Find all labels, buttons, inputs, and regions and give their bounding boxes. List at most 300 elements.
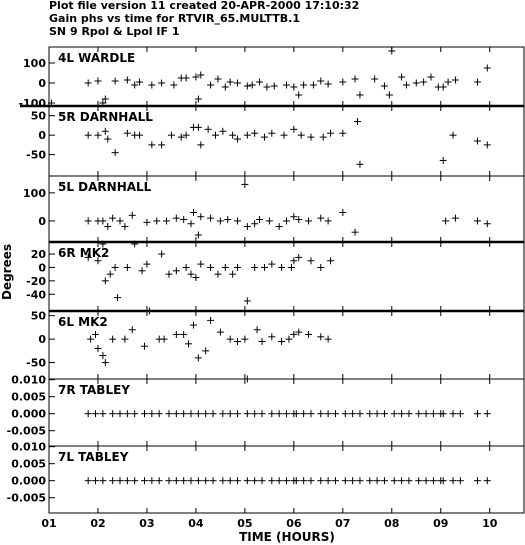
data-point [124,477,131,484]
data-point [295,254,302,261]
data-point [386,92,393,99]
data-point [173,267,180,274]
panel-6l-mk2-y-tick-label: 50 [30,309,46,323]
data-point [99,477,106,484]
data-point [244,223,251,230]
data-point [207,264,214,271]
data-point [354,118,361,125]
data-point [109,336,116,343]
data-point [327,130,334,137]
data-point [234,217,241,224]
data-point [276,477,283,484]
data-point [442,217,449,224]
data-point [263,84,270,91]
data-point [158,80,165,87]
data-point [254,326,261,333]
data-point [440,157,447,164]
data-point [143,261,150,268]
x-tick-label: 08 [384,517,400,530]
data-point [141,410,148,417]
data-point [457,477,464,484]
data-point [381,477,388,484]
data-point [300,410,307,417]
data-point [342,410,349,417]
data-point [366,477,373,484]
panel-4l-wardle-y-tick-label: 100 [23,57,46,70]
data-point [285,336,292,343]
data-point [356,477,363,484]
data-point [104,223,111,230]
data-point [356,161,363,168]
data-point [102,359,109,366]
data-point [474,138,481,145]
data-point [205,126,212,133]
data-point [219,477,226,484]
data-point [405,410,412,417]
data-point [173,477,180,484]
data-point [256,79,263,86]
data-point [317,264,324,271]
data-point [339,130,346,137]
data-point [298,132,305,139]
data-point [300,82,307,89]
data-point [85,410,92,417]
data-point [381,83,388,90]
x-tick-label: 10 [482,517,498,530]
data-point [124,77,131,84]
x-tick-label: 02 [90,517,106,530]
data-point [244,132,251,139]
panel-6r-mk2-y-tick-label: 0 [38,261,46,275]
data-point [219,410,226,417]
data-point [244,297,251,304]
data-point [283,82,290,89]
data-point [222,264,229,271]
data-point [180,410,187,417]
data-point [141,343,148,350]
data-point [244,83,251,90]
data-point [427,74,434,81]
panel-6r-mk2-frame [49,242,524,311]
data-point [207,317,214,324]
data-point [234,410,241,417]
data-point [251,130,258,137]
panel-4l-wardle-y-tick-label: 0 [38,77,46,90]
data-point [271,83,278,90]
x-tick-label: 05 [237,517,253,530]
data-point [129,212,136,219]
data-point [449,132,456,139]
data-point [94,132,101,139]
data-point [307,477,314,484]
data-point [131,410,138,417]
panel-5r-darnhall-y-tick-label: -50 [26,148,46,162]
data-point [148,141,155,148]
data-point [117,477,124,484]
data-point [227,410,234,417]
panel-4l-wardle-y-tick-label: -100 [18,97,46,110]
data-point [474,217,481,224]
data-point [170,82,177,89]
header-line-1: Plot file version 11 created 20-APR-2000 17:10:32 [49,0,360,12]
data-point [356,92,363,99]
data-point [121,223,128,230]
data-point [109,477,116,484]
y-axis-label: Degrees [0,243,14,301]
data-point [207,82,214,89]
data-point [185,340,192,347]
header-line-2: Gain phs vs time for RTVIR_65.MULTTB.1 [49,12,300,25]
panel-5l-darnhall-y-tick-label: 100 [23,186,46,200]
data-point [92,477,99,484]
data-point [403,82,410,89]
panel-7l-tabley-y-tick-label: -0.005 [6,491,46,505]
data-point [102,277,109,284]
data-point [259,338,266,345]
data-point [366,410,373,417]
data-point [332,410,339,417]
data-point [305,217,312,224]
data-point [234,477,241,484]
data-point [391,477,398,484]
data-point [484,65,491,72]
data-point [283,410,290,417]
data-point [276,223,283,230]
data-point [217,217,224,224]
data-point [457,410,464,417]
data-point [129,326,136,333]
data-point [474,477,481,484]
data-point [207,215,214,222]
data-point [413,80,420,87]
data-point [148,477,155,484]
data-point [445,79,452,86]
data-point [374,477,381,484]
data-point [117,217,124,224]
data-point [165,477,172,484]
panel-4l-wardle-label: 4L WARDLE [58,51,136,65]
data-point [325,81,332,88]
data-point [183,264,190,271]
data-point [139,267,146,274]
data-point [183,132,190,139]
data-point [332,477,339,484]
data-point [158,141,165,148]
data-point [325,217,332,224]
panel-7l-tabley-label: 7L TABLEY [58,450,129,464]
panel-6l-mk2-y-tick-label: -50 [26,356,46,370]
data-point [85,132,92,139]
data-point [124,410,131,417]
data-point [214,271,221,278]
data-point [202,410,209,417]
panel-6l-mk2-y-tick-label: 0 [38,333,46,347]
data-point [188,477,195,484]
data-point [107,271,114,278]
panel-5l-darnhall-y-tick-label: 0 [38,214,46,228]
data-point [317,78,324,85]
data-point [188,410,195,417]
data-point [398,410,405,417]
data-point [244,477,251,484]
data-point [163,217,170,224]
data-point [259,477,266,484]
data-point [423,410,430,417]
data-point [173,331,180,338]
data-point [300,477,307,484]
data-point [112,264,119,271]
data-point [156,410,163,417]
data-point [405,477,412,484]
data-point [398,74,405,81]
x-tick-label: 06 [286,517,302,530]
data-point [276,410,283,417]
data-point [212,132,219,139]
data-point [234,136,241,143]
x-tick-label: 01 [41,517,57,530]
panel-5r-darnhall-y-tick-label: 50 [30,109,46,123]
data-point [484,410,491,417]
panel-7l-tabley-y-tick-label: 0.010 [11,440,46,454]
x-tick-label: 03 [139,517,155,530]
panel-5l-darnhall-label: 5L DARNHALL [58,180,152,194]
data-point [195,354,202,361]
data-point [268,130,275,137]
panel-6l-mk2-frame [49,311,524,379]
panel-5r-darnhall-y-tick-label: 0 [38,129,46,143]
data-point [317,410,324,417]
data-point [85,217,92,224]
panel-6l-mk2-label: 6L MK2 [58,315,108,329]
data-point [153,217,160,224]
data-point [374,410,381,417]
data-point [161,336,168,343]
data-point [452,215,459,222]
data-point [87,336,94,343]
data-point [165,271,172,278]
x-tick-label: 09 [433,517,449,530]
data-point [295,92,302,99]
data-point [112,149,119,156]
data-point [117,410,124,417]
data-point [307,410,314,417]
data-point [227,477,234,484]
data-point [148,410,155,417]
data-point [148,82,155,89]
data-point [136,132,143,139]
data-point [430,477,437,484]
data-point [305,331,312,338]
data-point [278,264,285,271]
data-point [195,477,202,484]
data-point [307,257,314,264]
data-point [249,82,256,89]
data-point [398,477,405,484]
data-point [202,347,209,354]
data-point [449,410,456,417]
data-point [317,477,324,484]
data-point [136,79,143,86]
data-point [449,477,456,484]
x-tick-label: 07 [335,517,351,530]
data-point [251,410,258,417]
data-point [197,141,204,148]
data-point [278,338,285,345]
data-point [440,84,447,91]
data-point [124,130,131,137]
data-point [158,251,165,258]
data-point [474,410,481,417]
data-point [173,215,180,222]
data-point [320,134,327,141]
panel-7r-tabley-y-tick-label: 0.005 [11,390,46,404]
data-point [241,336,248,343]
data-point [244,410,251,417]
panel-6r-mk2-label: 6R MK2 [58,246,110,260]
data-point [290,84,297,91]
data-point [352,229,359,236]
panel-5r-darnhall-label: 5R DARNHALL [58,110,153,124]
data-point [415,477,422,484]
data-point [227,79,234,86]
data-point [307,134,314,141]
data-point [268,261,275,268]
data-point [180,216,187,223]
data-point [281,132,288,139]
data-point [325,410,332,417]
data-point [92,331,99,338]
data-point [251,220,258,227]
data-point [484,141,491,148]
data-point [180,477,187,484]
data-point [121,336,128,343]
data-point [178,134,185,141]
data-point [99,217,106,224]
data-point [283,477,290,484]
data-point [190,322,197,329]
data-point [234,264,241,271]
panel-6r-mk2-y-tick-label: -20 [26,274,46,288]
panel-7r-tabley-y-tick-label: -0.005 [6,424,46,438]
data-point [190,209,197,216]
data-point [430,410,437,417]
data-point [261,134,268,141]
data-point [217,329,224,336]
data-point [251,264,258,271]
data-point [342,477,349,484]
data-point [268,477,275,484]
data-point [268,333,275,340]
data-point [143,219,150,226]
data-point [156,477,163,484]
data-point [266,217,273,224]
data-point [99,352,106,359]
data-point [325,477,332,484]
data-point [474,79,481,86]
data-point [325,336,332,343]
data-point [251,477,258,484]
data-point [202,477,209,484]
x-tick-label: 04 [188,517,204,530]
data-point [112,78,119,85]
panel-7r-tabley-y-tick-label: 0.000 [11,407,46,421]
data-point [420,79,427,86]
data-point [104,136,111,143]
data-point [234,338,241,345]
data-point [227,336,234,343]
panel-7r-tabley-y-tick-label: 0.010 [11,373,46,387]
data-point [85,80,92,87]
data-point [391,410,398,417]
data-point [229,271,236,278]
data-point [94,345,101,352]
x-axis-label: TIME (HOURS) [239,530,335,544]
data-point [256,216,263,223]
panel-6r-mk2-y-tick-label: -40 [26,288,46,302]
data-point [197,261,204,268]
data-point [268,410,275,417]
data-point [349,477,356,484]
panel-7l-tabley-y-tick-label: 0.000 [11,474,46,488]
data-point [168,132,175,139]
data-point [241,181,248,188]
data-point [180,331,187,338]
data-point [371,76,378,83]
data-point [192,274,199,281]
panel-6r-mk2-y-tick-label: 20 [30,248,46,262]
data-point [222,84,229,91]
data-point [188,271,195,278]
data-point [229,132,236,139]
data-point [210,477,217,484]
data-point [290,257,297,264]
data-point [339,209,346,216]
data-point [317,215,324,222]
data-point [349,410,356,417]
data-point [352,76,359,83]
data-point [99,410,106,417]
data-point [317,333,324,340]
data-point [214,76,221,83]
data-point [141,477,148,484]
data-point [484,220,491,227]
panel-7l-tabley-y-tick-label: 0.005 [11,457,46,471]
data-point [109,410,116,417]
data-point [131,82,138,89]
data-point [290,126,297,133]
data-point [423,477,430,484]
data-point [452,77,459,84]
data-point [102,128,109,135]
data-point [356,410,363,417]
data-point [183,75,190,82]
data-point [195,124,202,131]
data-point [261,264,268,271]
data-point [197,213,204,220]
data-point [288,264,295,271]
data-point [224,216,231,223]
data-point [339,79,346,86]
data-point [484,477,491,484]
data-point [210,410,217,417]
data-point [188,220,195,227]
data-point [283,217,290,224]
data-point [327,257,334,264]
header-line-3: SN 9 Rpol & Lpol IF 1 [49,25,180,38]
data-point [259,410,266,417]
data-point [195,410,202,417]
data-point [114,294,121,301]
